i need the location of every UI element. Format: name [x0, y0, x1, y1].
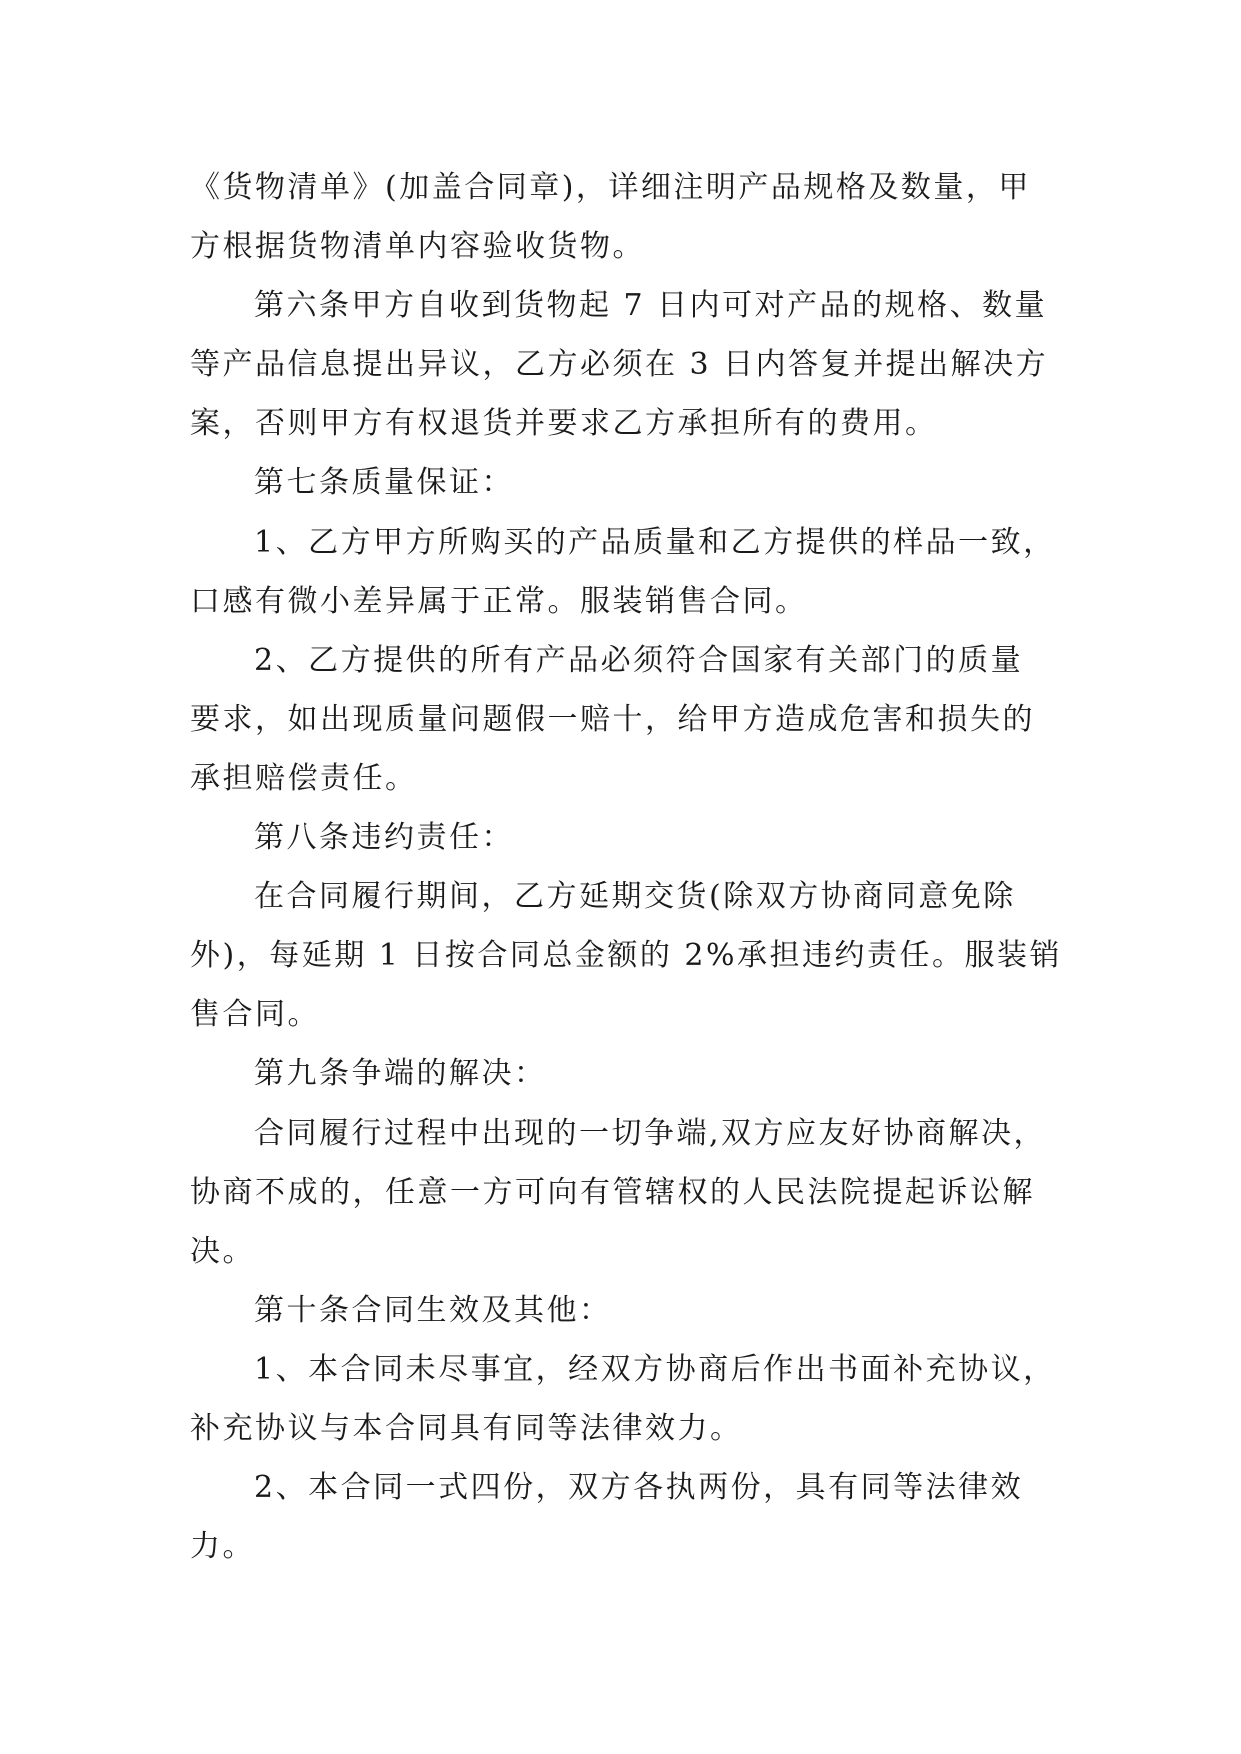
article-6-line: 第六条甲方自收到货物起 7 日内可对产品的规格、数量	[254, 288, 1048, 324]
text-line: 售合同。	[190, 997, 320, 1033]
article-9-heading: 第九条争端的解决：	[254, 1056, 547, 1092]
article-10-heading: 第十条合同生效及其他：	[254, 1292, 612, 1328]
article-8-heading: 第八条违约责任：	[254, 820, 514, 856]
text-line: 补充协议与本合同具有同等法律效力。	[190, 1410, 743, 1446]
text-line: 案，否则甲方有权退货并要求乙方承担所有的费用。	[190, 406, 938, 442]
text-line: 外)，每延期 1 日按合同总金额的 2%承担违约责任。服装销	[190, 938, 1062, 974]
text-line: 等产品信息提出异议，乙方必须在 3 日内答复并提出解决方	[190, 347, 1049, 383]
text-line: 1、乙方甲方所购买的产品质量和乙方提供的样品一致，	[254, 524, 1056, 560]
text-line: 方根据货物清单内容验收货物。	[190, 229, 645, 265]
text-line: 力。	[190, 1529, 255, 1565]
text-line: 1、本合同未尽事宜，经双方协商后作出书面补充协议，	[254, 1351, 1056, 1387]
text-line: 在合同履行期间，乙方延期交货(除双方协商同意免除	[254, 879, 1016, 915]
text-line: 《货物清单》(加盖合同章)，详细注明产品规格及数量，甲	[190, 170, 1031, 205]
text-line: 2、乙方提供的所有产品必须符合国家有关部门的质量	[254, 642, 1024, 678]
text-line: 承担赔偿责任。	[190, 760, 418, 796]
text-line: 2、本合同一式四份，双方各执两份，具有同等法律效	[254, 1470, 1024, 1506]
text-line: 协商不成的，任意一方可向有管辖权的人民法院提起诉讼解	[190, 1174, 1035, 1210]
text-line: 决。	[190, 1233, 255, 1269]
text-line: 合同履行过程中出现的一切争端,双方应友好协商解决，	[254, 1115, 1047, 1151]
contract-text	[190, 158, 1062, 1576]
text-line: 口感有微小差异属于正常。服装销售合同。	[190, 583, 808, 619]
text-line: 要求，如出现质量问题假一赔十，给甲方造成危害和损失的	[190, 701, 1035, 737]
article-7-heading: 第七条质量保证：	[254, 465, 514, 501]
